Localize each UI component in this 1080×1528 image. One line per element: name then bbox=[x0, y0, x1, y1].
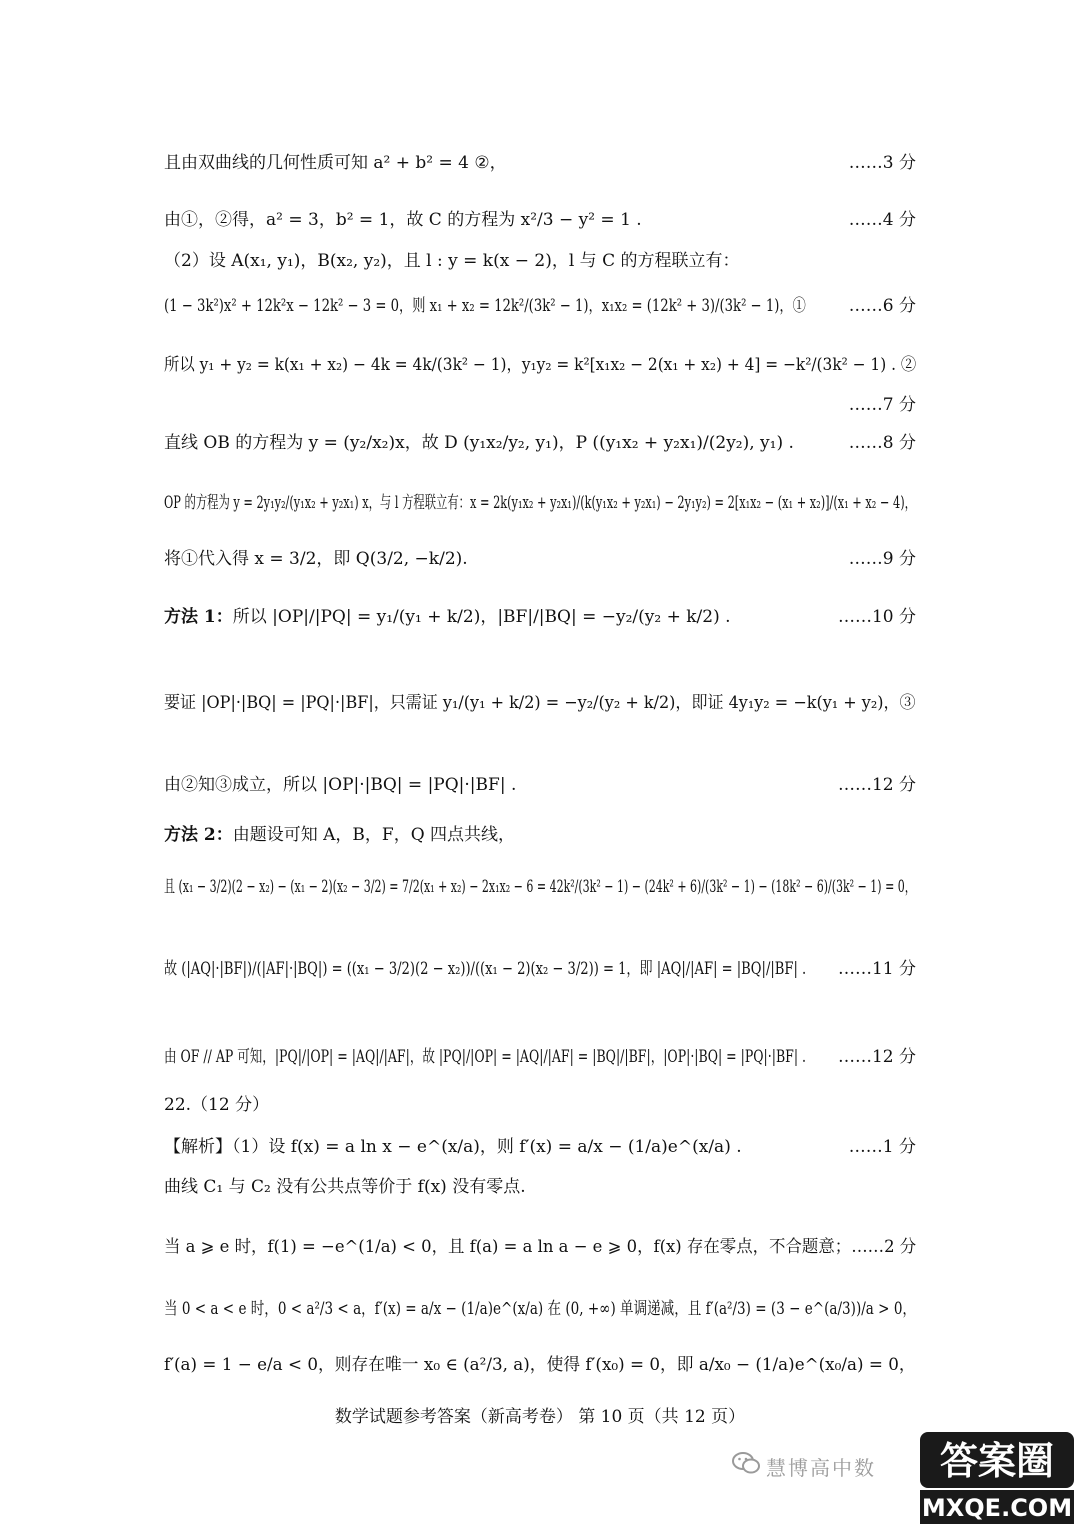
solution-line bbox=[164, 954, 916, 979]
score-mark: ……12 分 bbox=[837, 1047, 916, 1067]
logo-bottom-text: MXQE.COM bbox=[921, 1494, 1073, 1522]
solution-text: 曲线 C₁ 与 C₂ 没有公共点等价于 f(x) 没有零点. bbox=[164, 1177, 526, 1197]
solution-text: 由①，②得，a² = 3，b² = 1，故 C 的方程为 x²/3 − y² = 1 . bbox=[164, 210, 642, 230]
solution-text: （2）设 A(x₁, y₁)，B(x₂, y₂)，且 l : y = k(x − 2)，l 与 C 的方程联立有： bbox=[164, 251, 740, 271]
solution-text: 要证 |OP|·|BQ| = |PQ|·|BF|，只需证 y₁/(y₁ + k/2) = −y₂/(y₂ + k/2)，即证 4y₁y₂ = −k(y₁ + y₂)，③ bbox=[164, 693, 916, 713]
page-footer bbox=[0, 1402, 1080, 1427]
solution-text: 当 0 < a < e 时，0 < a²/3 < a，f′(x) = a/x − (1/a)e^(x/a) 在 (0, +∞) 单调递减，且 f′(a²/3) = (3 − e^(a/3))/a > 0， bbox=[164, 1299, 916, 1319]
solution-text: 且 (x₁ − 3/2)(2 − x₂) − (x₁ − 2)(x₂ − 3/2) = 7/2(x₁ + x₂) − 2x₁x₂ − 6 = 42k²/(3k² − 1) − (24k² + 6)/(3k² − 1) − (18k² − 6)/(3k² − 1) = 0， bbox=[164, 877, 916, 897]
wechat-icon bbox=[732, 1452, 760, 1474]
solution-text: 当 a ⩾ e 时，f(1) = −e^(1/a) < 0，且 f(a) = a ln a − e ⩾ 0，f(x) 存在零点，不合题意；……2 分 bbox=[164, 1237, 916, 1257]
solution-line bbox=[164, 770, 916, 795]
solution-line bbox=[164, 1090, 916, 1115]
logo-top-text: 答案圈 bbox=[939, 1439, 1055, 1483]
score-mark: ……7 分 bbox=[848, 395, 916, 415]
solution-text: 由 OF // AP 可知，|PQ|/|OP| = |AQ|/|AF|，故 |PQ|/|OP| = |AQ|/|AF| = |BQ|/|BF|，|OP|·|BQ| = |PQ|·|BF| . bbox=[164, 1047, 807, 1067]
footer-text: 数学试题参考答案（新高考卷） 第 10 页（共 12 页） bbox=[334, 1407, 746, 1427]
score-mark: ……8 分 bbox=[848, 433, 916, 453]
solution-text: 直线 OB 的方程为 y = (y₂/x₂)x，故 D (y₁x₂/y₂, y₁)，P ((y₁x₂ + y₂x₁)/(2y₂), y₁) . bbox=[164, 433, 794, 453]
method-text: 所以 |OP|/|PQ| = y₁/(y₁ + k/2)，|BF|/|BQ| = −y₂/(y₂ + k/2) . bbox=[232, 607, 731, 627]
watermark bbox=[732, 1426, 1080, 1528]
score-mark: ……10 分 bbox=[837, 607, 916, 627]
solution-text bbox=[164, 820, 515, 845]
solution-line bbox=[164, 246, 916, 271]
solution-text: 由②知③成立，所以 |OP|·|BQ| = |PQ|·|BF| . bbox=[164, 775, 517, 795]
solution-text: 22.（12 分） bbox=[164, 1095, 270, 1115]
method-label: 方法 1： bbox=[164, 607, 233, 627]
solution-line bbox=[164, 1132, 916, 1157]
score-mark: ……12 分 bbox=[837, 775, 916, 795]
method-text: 由题设可知 A，B，F，Q 四点共线， bbox=[232, 825, 516, 845]
solution-line bbox=[164, 428, 916, 453]
solution-text: OP 的方程为 y = 2y₁y₂/(y₁x₂ + y₂x₁) x，与 l 方程联立有：x = 2k(y₁x₂ + y₂x₁)/(k(y₁x₂ + y₂x₁) − 2y₁y₂) = 2[x₁x₂ − (x₁ + x₂)]/(x₁ + x₂ − 4)， bbox=[164, 493, 916, 513]
solution-line bbox=[164, 820, 916, 845]
solution-text: 故 (|AQ|·|BF|)/(|AF|·|BQ|) = ((x₁ − 3/2)(2 − x₂))/((x₁ − 2)(x₂ − 3/2)) = 1，即 |AQ|/|AF| = |BQ|/|BF| . bbox=[164, 959, 807, 979]
solution-line bbox=[164, 1232, 916, 1257]
solution-line bbox=[164, 544, 916, 569]
solution-line bbox=[164, 1172, 916, 1197]
score-mark: ……3 分 bbox=[848, 153, 916, 173]
method-label: 方法 2： bbox=[164, 825, 233, 845]
solution-line bbox=[164, 688, 916, 713]
score-mark: ……9 分 bbox=[848, 549, 916, 569]
solution-line bbox=[164, 1042, 916, 1067]
solution-line bbox=[164, 205, 916, 230]
score-mark: ……1 分 bbox=[848, 1137, 916, 1157]
solution-line bbox=[164, 872, 916, 897]
solution-line bbox=[164, 1350, 916, 1375]
solution-line bbox=[164, 602, 916, 627]
solution-text bbox=[164, 602, 731, 627]
solution-line bbox=[164, 350, 916, 375]
solution-text: 所以 y₁ + y₂ = k(x₁ + x₂) − 4k = 4k/(3k² − 1)，y₁y₂ = k²[x₁x₂ − 2(x₁ + x₂) + 4] = −k²/(3k² − 1) . ② bbox=[164, 355, 916, 375]
solution-text: 将①代入得 x = 3/2，即 Q(3/2, −k/2). bbox=[164, 549, 468, 569]
answer-circle-logo bbox=[914, 1426, 1080, 1528]
solution-text: f′(a) = 1 − e/a < 0，则存在唯一 x₀ ∈ (a²/3, a)，使得 f′(x₀) = 0，即 a/x₀ − (1/a)e^(x₀/a) = 0， bbox=[164, 1355, 916, 1375]
solution-line bbox=[164, 488, 916, 513]
solution-text: 【解析】（1）设 f(x) = a ln x − e^(x/a)，则 f′(x) = a/x − (1/a)e^(x/a) . bbox=[164, 1137, 742, 1157]
score-mark: ……6 分 bbox=[848, 296, 916, 316]
solution-line bbox=[164, 291, 916, 316]
watermark-channel: 慧博高中数 bbox=[766, 1456, 876, 1480]
score-mark: ……11 分 bbox=[837, 959, 916, 979]
solution-text: 且由双曲线的几何性质可知 a² + b² = 4 ②， bbox=[164, 153, 507, 173]
solution-text: (1 − 3k²)x² + 12k²x − 12k² − 3 = 0，则 x₁ + x₂ = 12k²/(3k² − 1)，x₁x₂ = (12k² + 3)/(3k² − 1)，① bbox=[164, 296, 806, 316]
score-mark: ……4 分 bbox=[848, 210, 916, 230]
solution-line bbox=[164, 148, 916, 173]
solution-line bbox=[164, 1294, 916, 1319]
